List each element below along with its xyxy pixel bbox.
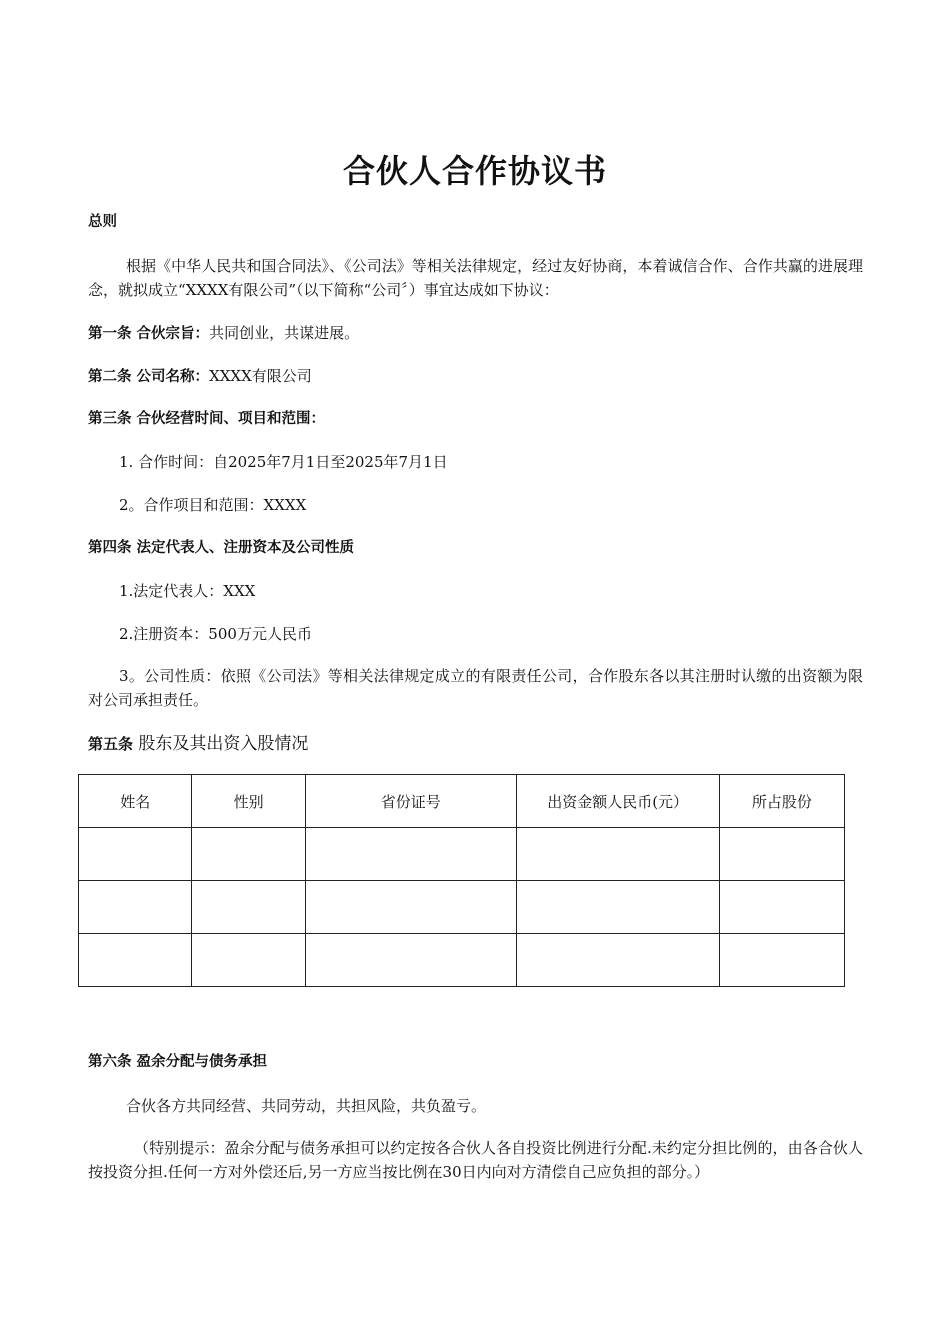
article-2 [88, 364, 312, 389]
table-header-share: 所占股份 [719, 775, 844, 828]
article-4-item-3: 3。公司性质：依照《公司法》等相关法律规定成立的有限责任公司，合作股东各以其注册时认缴的出资额为限对公司承担责任。 [88, 667, 863, 709]
table-cell [79, 934, 192, 987]
table-cell [305, 881, 516, 934]
article-1-label: 第一条 合伙宗旨： [88, 326, 210, 342]
table-cell [516, 881, 719, 934]
article-6-label: 第六条 盈余分配与债务承担 [88, 1054, 268, 1070]
general-paragraph: 根据《中华人民共和国合同法》、《公司法》等相关法律规定，经过友好协商，本着诚信合作、合作共赢的进展理念，就拟成立“XXXX有限公司”（以下简称“公司〞）事宜达成如下协议： [88, 257, 863, 299]
article-1 [88, 321, 359, 346]
table-row [79, 828, 845, 881]
table-header-id-number: 省份证号 [305, 775, 516, 828]
article-3-item-2: 2。合作项目和范围：XXXX [119, 496, 307, 514]
table-cell [192, 934, 305, 987]
article-5-text: 股东及其出资入股情况 [138, 734, 309, 754]
table-header-gender: 性别 [192, 775, 305, 828]
document-title: 合伙人合作协议书 [342, 152, 607, 190]
table-cell [79, 828, 192, 881]
article-1-text: 共同创业，共谋进展。 [209, 324, 360, 342]
general-heading: 总则 [88, 214, 117, 230]
article-2-label: 第二条 公司名称： [88, 369, 210, 385]
article-6-note: （特别提示：盈余分配与债务承担可以约定按各合伙人各自投资比例进行分配.未约定分担比例的，由各合伙人按投资分担.任何一方对外偿还后,另一方应当按比例在30日内向对方清偿自己应负担的部分。） [88, 1139, 863, 1181]
table-cell [305, 828, 516, 881]
table-cell [79, 881, 192, 934]
table-cell [719, 881, 844, 934]
table-cell [516, 934, 719, 987]
article-2-text: XXXX有限公司 [209, 367, 312, 385]
table-row [79, 881, 845, 934]
table-header-row [79, 775, 845, 828]
table-cell [192, 828, 305, 881]
table-cell [305, 934, 516, 987]
table-row [79, 934, 845, 987]
article-5-label: 第五条 [88, 735, 134, 753]
table-cell [192, 881, 305, 934]
article-3-label: 第三条 合伙经营时间、项目和范围： [88, 411, 326, 427]
article-3-item-1: 1. 合作时间：自2025年7月1日至2025年7月1日 [119, 453, 448, 471]
table-cell [516, 828, 719, 881]
article-4-label: 第四条 法定代表人、注册资本及公司性质 [88, 540, 355, 556]
article-4-item-1: 1.法定代表人：XXX [119, 582, 256, 600]
article-6-paragraph: 合伙各方共同经营、共同劳动，共担风险，共负盈亏。 [126, 1097, 487, 1115]
article-4-item-2: 2.注册资本：500万元人民币 [119, 625, 312, 643]
table-cell [719, 828, 844, 881]
table-header-name: 姓名 [79, 775, 192, 828]
table-cell [719, 934, 844, 987]
shareholder-table [78, 774, 845, 987]
table-header-contribution: 出资金额人民币(元） [516, 775, 719, 828]
article-5 [88, 732, 308, 756]
